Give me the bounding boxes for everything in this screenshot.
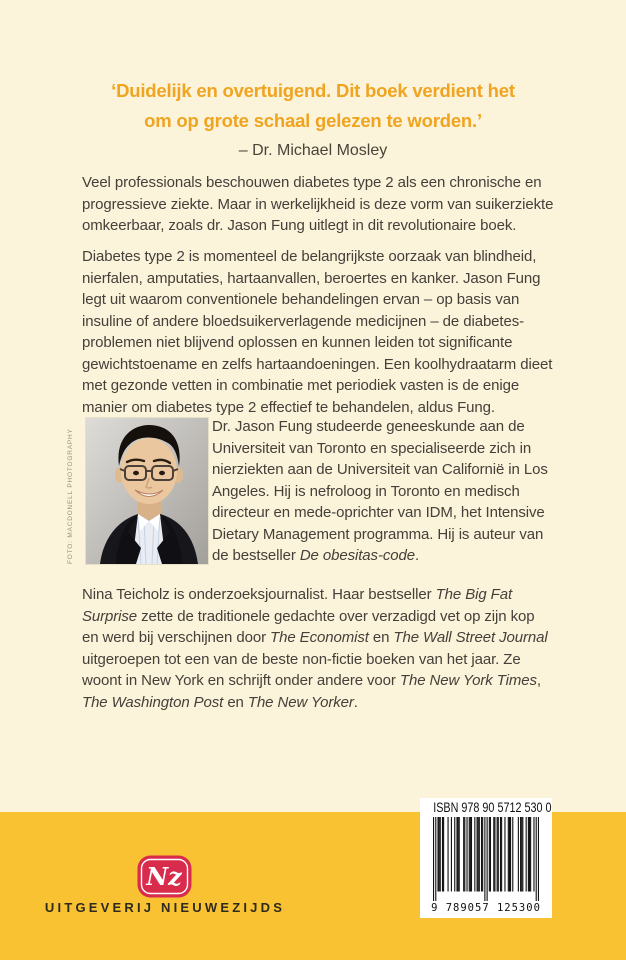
barcode-bars [433, 817, 539, 901]
barcode-box [420, 798, 552, 918]
quote-line-2: om op grote schaal gelezen te worden.’ [144, 110, 482, 131]
isbn-label: ISBN 978 90 5712 530 0 [433, 800, 552, 815]
publisher-name: UITGEVERIJ NIEUWEZIJDS [44, 900, 286, 915]
photo-credit: FOTO: MACDONELL PHOTOGRAPHY [67, 428, 74, 564]
intro-paragraph: Veel professionals beschouwen diabetes type 2 als een chronische en progressieve ziekte. Maar in werkelijkheid is deze vorm van suikerziekte omkeerbaar, zoals dr. Jason Fung uitlegt in dit revolutionaire boek. [82, 174, 554, 234]
barcode-digits: 9 789057 125300 [431, 902, 541, 914]
description-paragraph: Diabetes type 2 is momenteel de belangrijkste oorzaak van blindheid, nierfalen, amputaties, hartaanvallen, beroertes en kanker. Jason Fung legt uit waarom conventionele behandelingen ervan – op basis van insuline of andere bloedsuikerverlagende medicijnen – de diabetes-problemen niet blijvend oplossen en kunnen leiden tot significante gewichtstoename en zelfs hartaandoeningen. Een koolhydraatarm dieet met gezonde vetten in combinatie met periodiek vasten is de enige manier om diabetes type 2 effectief te behandelen, aldus Fung. [82, 248, 553, 416]
publisher-monogram: Nz [146, 862, 182, 891]
author-photo [86, 418, 208, 564]
author-bio: Dr. Jason Fung studeerde geneeskunde aan de Universiteit van Toronto en specialiseerde zich in nierziekten aan de Universiteit van Californië in Los Angeles. Hij is nefroloog in Toronto en medisch directeur en mede-oprichter van IDM, het Intensive Dietary Management programma. Hij is auteur van de bestseller De obesitas-code. [212, 418, 548, 564]
endorsement-quote [0, 76, 626, 162]
quote-attribution: – Dr. Michael Mosley [238, 142, 388, 159]
quote-line-1: ‘Duidelijk en overtuigend. Dit boek verdient het [111, 80, 515, 101]
journalist-bio: Nina Teicholz is onderzoeksjournalist. Haar bestseller The Big Fat Surprise zette de traditionele gedachte over verzadigd vet op zijn kop en werd bij verschijnen door The Economist en The Wall Street Journal uitgeroepen tot een van de beste non-fictie boeken van het jaar. Ze woont in New York en schrijft onder andere voor The New York Times, The Washington Post en The New Yorker. [82, 586, 548, 711]
publisher-logo [137, 855, 192, 898]
